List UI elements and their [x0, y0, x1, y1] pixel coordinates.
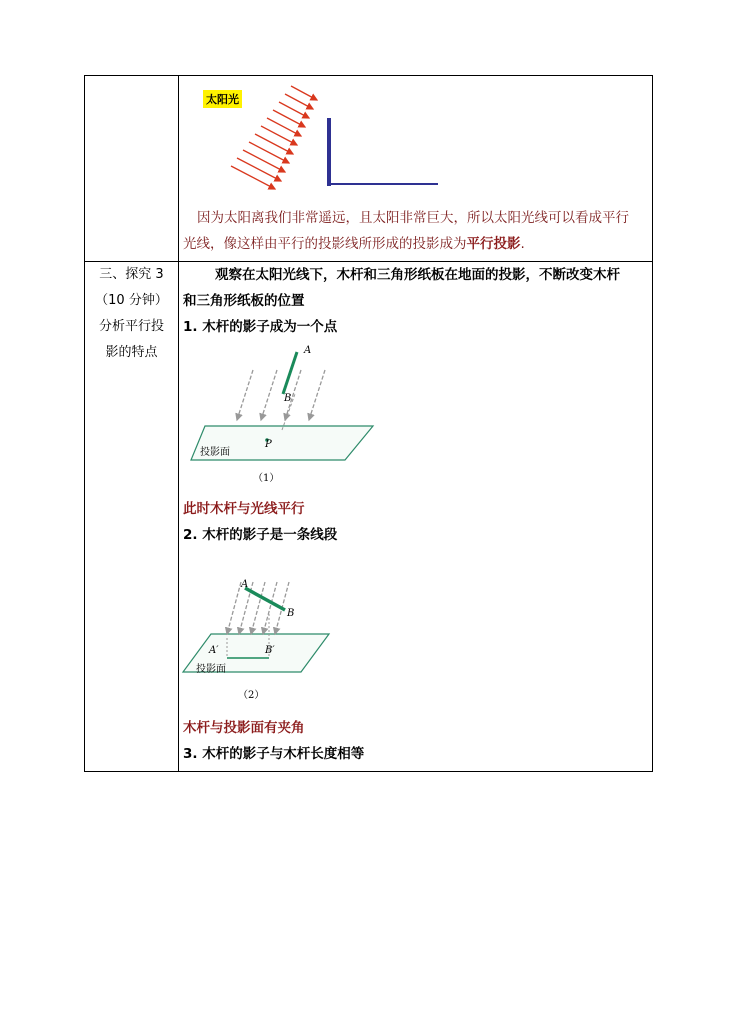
parallel-projection-paragraph-line1: 因为太阳离我们非常遥远，且太阳非常巨大，所以太阳光线可以看成平行	[197, 210, 629, 226]
intro-line2: 和三角形纸板的位置	[183, 293, 305, 309]
paragraph-period: .	[520, 236, 525, 252]
fig2-point-a-prime: A′	[209, 645, 219, 656]
item1-note: 此时木杆与光线平行	[183, 501, 305, 517]
fig1-plane-label: 投影面	[200, 447, 230, 458]
lesson-table	[84, 75, 653, 772]
section-label-line: 三、探究 3	[99, 267, 164, 282]
item2-note: 木杆与投影面有夹角	[183, 720, 305, 736]
item2-title: 2. 木杆的影子是一条线段	[183, 527, 338, 543]
fig2-point-b: B	[287, 608, 295, 619]
sun-label: 太阳光	[203, 90, 242, 108]
item3-title: 3. 木杆的影子与木杆长度相等	[183, 746, 365, 762]
paragraph-text: 光线，像这样由平行的投影线所形成的投影成为	[183, 236, 467, 252]
fig2-caption: （2）	[238, 690, 265, 701]
section-label-line: 分析平行投	[98, 319, 164, 334]
column-divider	[178, 76, 179, 771]
fig1-caption: （1）	[253, 473, 280, 484]
section-label-line: （10 分钟）	[95, 293, 168, 308]
section-label-line: 影的特点	[105, 345, 158, 360]
fig2-point-b-prime: B′	[265, 645, 275, 656]
fig1-point-p: P	[265, 439, 272, 450]
fig1-point-a: A	[304, 345, 312, 356]
parallel-projection-paragraph-line2	[183, 231, 525, 257]
section-label	[85, 262, 178, 366]
item1-title: 1. 木杆的影子成为一个点	[183, 319, 338, 335]
fig1-point-b: B	[284, 393, 292, 404]
fig2-plane-label: 投影面	[196, 664, 226, 675]
figure-1	[185, 344, 385, 489]
sunlight-figure	[225, 84, 445, 204]
intro-line1: 观察在太阳光线下，木杆和三角形纸板在地面的投影，不断改变木杆	[215, 267, 620, 283]
fig2-point-a: A	[241, 579, 249, 590]
parallel-projection-term: 平行投影	[466, 236, 521, 252]
